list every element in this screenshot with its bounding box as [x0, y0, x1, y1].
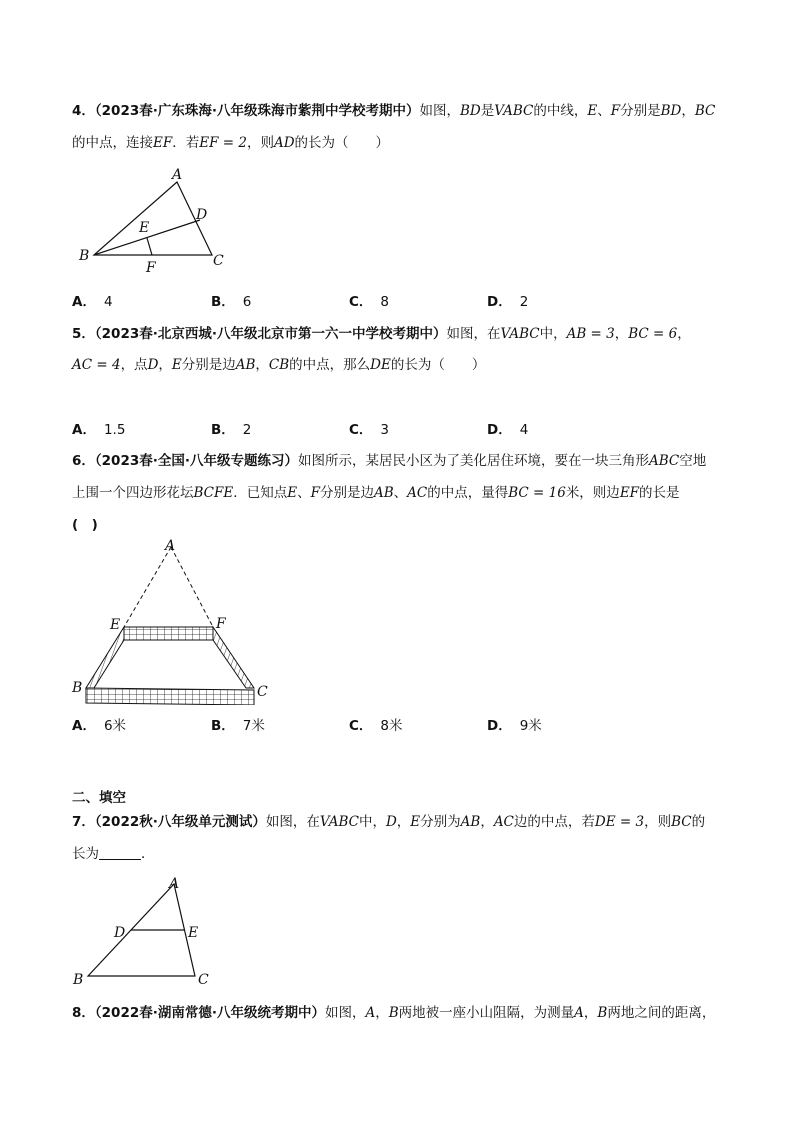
q5-option-a[interactable]: A． 1.5: [72, 422, 126, 438]
q8-line-1: 8．（2022春·湖南常德·八年级统考期中）如图，A，B两地被一座小山阻隔，为测量A，B两地之间的距离，: [72, 1005, 716, 1021]
q6-option-a[interactable]: A． 6米: [72, 718, 127, 734]
q4-label-f: F: [146, 260, 156, 276]
q5-option-c[interactable]: C． 3: [349, 422, 390, 438]
q6-option-d[interactable]: D． 9米: [487, 718, 542, 734]
q4-line-1: 4．（2023春·广东珠海·八年级珠海市紫荆中学校考期中）如图，BD是VABC的中线，E、F分别是BD，BC: [72, 103, 716, 119]
q5-line-1: 5．（2023春·北京西城·八年级北京市第一六一中学校考期中）如图，在VABC中，AB = 3，BC = 6，: [72, 326, 691, 342]
q7-label-e: E: [188, 925, 199, 941]
q5-line-2: AC = 4，点D，E分别是边AB，CB的中点，那么DE的长为（ ）: [72, 357, 486, 373]
q4-label-e: E: [139, 220, 150, 236]
q7-line-1: 7．（2022秋·八年级单元测试）如图，在VABC中，D，E分别为AB，AC边的中点，若DE = 3，则BC的: [72, 814, 706, 830]
q4-triangle-figure: [72, 165, 242, 280]
q6-option-c[interactable]: C． 8米: [349, 718, 403, 734]
q5-source: （2023春·北京西城·八年级北京市第一六一中学校考期中）: [94, 326, 447, 342]
q4-label-c: C: [213, 253, 224, 269]
q6-line-2: 上围一个四边形花坛BCFE．已知点E、F分别是边AB、AC的中点，量得BC = 16米，则边EF的长是: [72, 485, 680, 501]
q5-option-b[interactable]: B． 2: [211, 422, 252, 438]
q6-line-3: ( ): [72, 517, 98, 533]
q4-option-d[interactable]: D． 2: [487, 294, 529, 310]
q6-option-b[interactable]: B． 7米: [211, 718, 265, 734]
q6-label-b: B: [72, 680, 83, 696]
q7-label-b: B: [73, 972, 84, 988]
q7-label-c: C: [198, 972, 209, 988]
q4-line-2: 的中点，连接EF．若EF = 2，则AD的长为（ ）: [72, 135, 390, 151]
q4-option-c[interactable]: C． 8: [349, 294, 390, 310]
q7-label-d: D: [114, 925, 126, 941]
q6-label-f: F: [216, 616, 226, 632]
q7-label-a: A: [169, 876, 180, 892]
q4-label-a: A: [172, 167, 183, 183]
q7-answer-blank[interactable]: [99, 845, 141, 860]
section-heading-fill-in: 二、填空: [72, 790, 126, 806]
q4-label-b: B: [79, 248, 90, 264]
q4-source: （2023春·广东珠海·八年级珠海市紫荆中学校考期中）: [94, 103, 420, 119]
q6-flowerbed-figure: [60, 535, 290, 705]
q7-triangle-figure: [68, 872, 228, 992]
q6-label-a: A: [165, 538, 176, 554]
q4-label-d: D: [196, 207, 208, 223]
q5-option-d[interactable]: D． 4: [487, 422, 529, 438]
q6-label-c: C: [257, 684, 268, 700]
q6-label-e: E: [110, 617, 121, 633]
q7-source: （2022秋·八年级单元测试）: [94, 814, 266, 830]
q7-line-2: 长为 ．: [72, 846, 155, 862]
q6-line-1: 6．（2023春·全国·八年级专题练习）如图所示，某居民小区为了美化居住环境，要在一块三角形ABC空地: [72, 453, 707, 469]
q6-source: （2023春·全国·八年级专题练习）: [94, 453, 298, 469]
q4-option-a[interactable]: A． 4: [72, 294, 113, 310]
q4-option-b[interactable]: B． 6: [211, 294, 252, 310]
q8-source: （2022春·湖南常德·八年级统考期中）: [94, 1005, 325, 1021]
